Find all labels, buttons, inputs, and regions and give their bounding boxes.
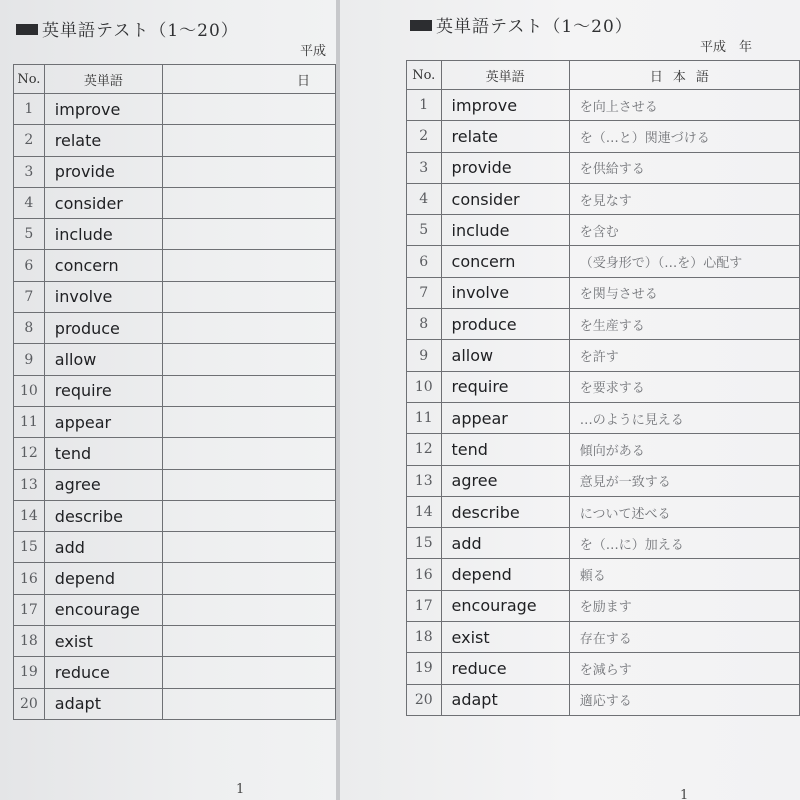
word-number: 6: [407, 246, 442, 277]
japanese-meaning: 存在する: [569, 622, 799, 653]
date-label: 平成 年: [700, 40, 753, 55]
english-word: concern: [441, 246, 569, 277]
table-row: [407, 559, 800, 590]
table-row: [14, 250, 336, 281]
table-row: [407, 309, 800, 340]
english-word: provide: [44, 156, 162, 187]
table-row: [407, 277, 800, 308]
english-word: require: [44, 375, 162, 406]
english-word: add: [441, 528, 569, 559]
word-number: 20: [407, 684, 442, 715]
english-word: allow: [44, 344, 162, 375]
table-row: [14, 125, 336, 156]
english-word: exist: [44, 626, 162, 657]
word-number: 12: [14, 438, 45, 469]
english-word: relate: [44, 125, 162, 156]
japanese-meaning: を減らす: [569, 653, 799, 684]
word-number: 7: [14, 281, 45, 312]
table-row: [407, 340, 800, 371]
english-word: add: [44, 532, 162, 563]
table-row: [407, 152, 800, 183]
page-number: 1: [680, 788, 689, 800]
japanese-meaning: [162, 156, 335, 187]
english-word: tend: [44, 438, 162, 469]
japanese-meaning: を要求する: [569, 371, 799, 402]
japanese-meaning: …のように見える: [569, 402, 799, 433]
table-row: [14, 688, 336, 719]
table-row: [14, 94, 336, 125]
word-number: 2: [14, 125, 45, 156]
japanese-meaning: [162, 532, 335, 563]
header-japanese: 日本語: [569, 61, 799, 90]
japanese-meaning: [162, 438, 335, 469]
table-row: [407, 90, 800, 121]
word-number: 8: [407, 309, 442, 340]
japanese-meaning: [162, 500, 335, 531]
table-row: [407, 183, 800, 214]
word-number: 9: [407, 340, 442, 371]
word-number: 11: [407, 402, 442, 433]
word-number: 1: [14, 94, 45, 125]
japanese-meaning: [162, 313, 335, 344]
japanese-meaning: [162, 688, 335, 719]
table-row: [407, 590, 800, 621]
word-number: 4: [14, 187, 45, 218]
english-word: involve: [44, 281, 162, 312]
japanese-meaning: [162, 594, 335, 625]
english-word: produce: [44, 313, 162, 344]
word-number: 15: [407, 528, 442, 559]
japanese-meaning: （受身形で）（…を）心配す: [569, 246, 799, 277]
english-word: consider: [441, 183, 569, 214]
header-english: 英単語: [44, 65, 162, 94]
table-row: [407, 465, 800, 496]
english-word: agree: [441, 465, 569, 496]
word-number: 3: [407, 152, 442, 183]
english-word: encourage: [44, 594, 162, 625]
english-word: improve: [441, 90, 569, 121]
word-number: 17: [407, 590, 442, 621]
japanese-meaning: を励ます: [569, 590, 799, 621]
japanese-meaning: 意見が一致する: [569, 465, 799, 496]
word-number: 17: [14, 594, 45, 625]
date-label: 平成: [300, 44, 327, 59]
table-row: [407, 653, 800, 684]
english-word: reduce: [441, 653, 569, 684]
table-row: [407, 215, 800, 246]
word-number: 14: [14, 500, 45, 531]
japanese-meaning: を許す: [569, 340, 799, 371]
table-row: [407, 371, 800, 402]
word-number: 16: [14, 563, 45, 594]
table-row: [407, 528, 800, 559]
english-word: allow: [441, 340, 569, 371]
table-row: [14, 187, 336, 218]
table-row: [407, 684, 800, 715]
japanese-meaning: [162, 125, 335, 156]
table-row: [14, 500, 336, 531]
japanese-meaning: [162, 187, 335, 218]
page-number: 1: [236, 782, 245, 797]
english-word: improve: [44, 94, 162, 125]
word-number: 18: [14, 626, 45, 657]
word-number: 13: [407, 465, 442, 496]
word-number: 20: [14, 688, 45, 719]
english-word: require: [441, 371, 569, 402]
table-row: [407, 434, 800, 465]
word-number: 12: [407, 434, 442, 465]
japanese-meaning: [162, 219, 335, 250]
japanese-meaning: [162, 94, 335, 125]
word-number: 10: [14, 375, 45, 406]
japanese-meaning: を関与させる: [569, 277, 799, 308]
japanese-meaning: [162, 250, 335, 281]
japanese-meaning: を（…と）関連づける: [569, 121, 799, 152]
word-number: 9: [14, 344, 45, 375]
japanese-meaning: を見なす: [569, 183, 799, 214]
english-word: produce: [441, 309, 569, 340]
japanese-meaning: について述べる: [569, 496, 799, 527]
table-row: [407, 496, 800, 527]
word-number: 5: [407, 215, 442, 246]
english-word: provide: [441, 152, 569, 183]
table-row: [14, 469, 336, 500]
english-word: agree: [44, 469, 162, 500]
vocab-table: [13, 64, 336, 720]
table-row: [407, 622, 800, 653]
japanese-meaning: を供給する: [569, 152, 799, 183]
header-no: No.: [407, 61, 442, 90]
english-word: concern: [44, 250, 162, 281]
japanese-meaning: を生産する: [569, 309, 799, 340]
table-row: [14, 406, 336, 437]
japanese-meaning: [162, 406, 335, 437]
table-header-row: [407, 61, 800, 90]
table-row: [14, 219, 336, 250]
title-bullet-icon: [16, 24, 38, 35]
word-number: 4: [407, 183, 442, 214]
header-english: 英単語: [441, 61, 569, 90]
header-japanese: 日: [162, 65, 335, 94]
english-word: adapt: [441, 684, 569, 715]
japanese-meaning: [162, 469, 335, 500]
japanese-meaning: [162, 375, 335, 406]
word-number: 5: [14, 219, 45, 250]
word-number: 16: [407, 559, 442, 590]
title-bullet-icon: [410, 20, 432, 31]
header-no: No.: [14, 65, 45, 94]
english-word: encourage: [441, 590, 569, 621]
english-word: appear: [44, 406, 162, 437]
word-number: 6: [14, 250, 45, 281]
table-row: [14, 344, 336, 375]
english-word: include: [44, 219, 162, 250]
english-word: depend: [44, 563, 162, 594]
word-number: 19: [407, 653, 442, 684]
english-word: exist: [441, 622, 569, 653]
japanese-meaning: [162, 344, 335, 375]
table-row: [14, 375, 336, 406]
japanese-meaning: 頼る: [569, 559, 799, 590]
table-row: [14, 156, 336, 187]
word-number: 3: [14, 156, 45, 187]
word-number: 18: [407, 622, 442, 653]
english-word: adapt: [44, 688, 162, 719]
japanese-meaning: 適応する: [569, 684, 799, 715]
word-number: 7: [407, 277, 442, 308]
table-row: [14, 626, 336, 657]
word-number: 10: [407, 371, 442, 402]
word-number: 11: [14, 406, 45, 437]
table-row: [14, 594, 336, 625]
english-word: appear: [441, 402, 569, 433]
english-word: reduce: [44, 657, 162, 688]
word-number: 14: [407, 496, 442, 527]
table-row: [407, 402, 800, 433]
word-number: 1: [407, 90, 442, 121]
word-number: 2: [407, 121, 442, 152]
table-row: [14, 657, 336, 688]
english-word: tend: [441, 434, 569, 465]
japanese-meaning: [162, 626, 335, 657]
english-word: describe: [441, 496, 569, 527]
word-number: 15: [14, 532, 45, 563]
vocab-table: [406, 60, 800, 716]
japanese-meaning: を含む: [569, 215, 799, 246]
sheet-title: 英単語テスト（1～20）: [16, 16, 239, 41]
japanese-meaning: [162, 281, 335, 312]
english-word: depend: [441, 559, 569, 590]
table-row: [407, 121, 800, 152]
word-number: 13: [14, 469, 45, 500]
japanese-meaning: を向上させる: [569, 90, 799, 121]
word-number: 8: [14, 313, 45, 344]
table-row: [14, 438, 336, 469]
word-number: 19: [14, 657, 45, 688]
answer-sheet: [340, 0, 800, 800]
sheet-title: 英単語テスト（1～20）: [410, 12, 633, 37]
english-word: describe: [44, 500, 162, 531]
question-sheet: [0, 0, 336, 800]
table-row: [14, 313, 336, 344]
japanese-meaning: を（…に）加える: [569, 528, 799, 559]
english-word: relate: [441, 121, 569, 152]
japanese-meaning: 傾向がある: [569, 434, 799, 465]
japanese-meaning: [162, 563, 335, 594]
table-row: [14, 281, 336, 312]
japanese-meaning: [162, 657, 335, 688]
table-row: [14, 532, 336, 563]
table-row: [14, 563, 336, 594]
table-row: [407, 246, 800, 277]
english-word: include: [441, 215, 569, 246]
english-word: consider: [44, 187, 162, 218]
table-header-row: [14, 65, 336, 94]
english-word: involve: [441, 277, 569, 308]
